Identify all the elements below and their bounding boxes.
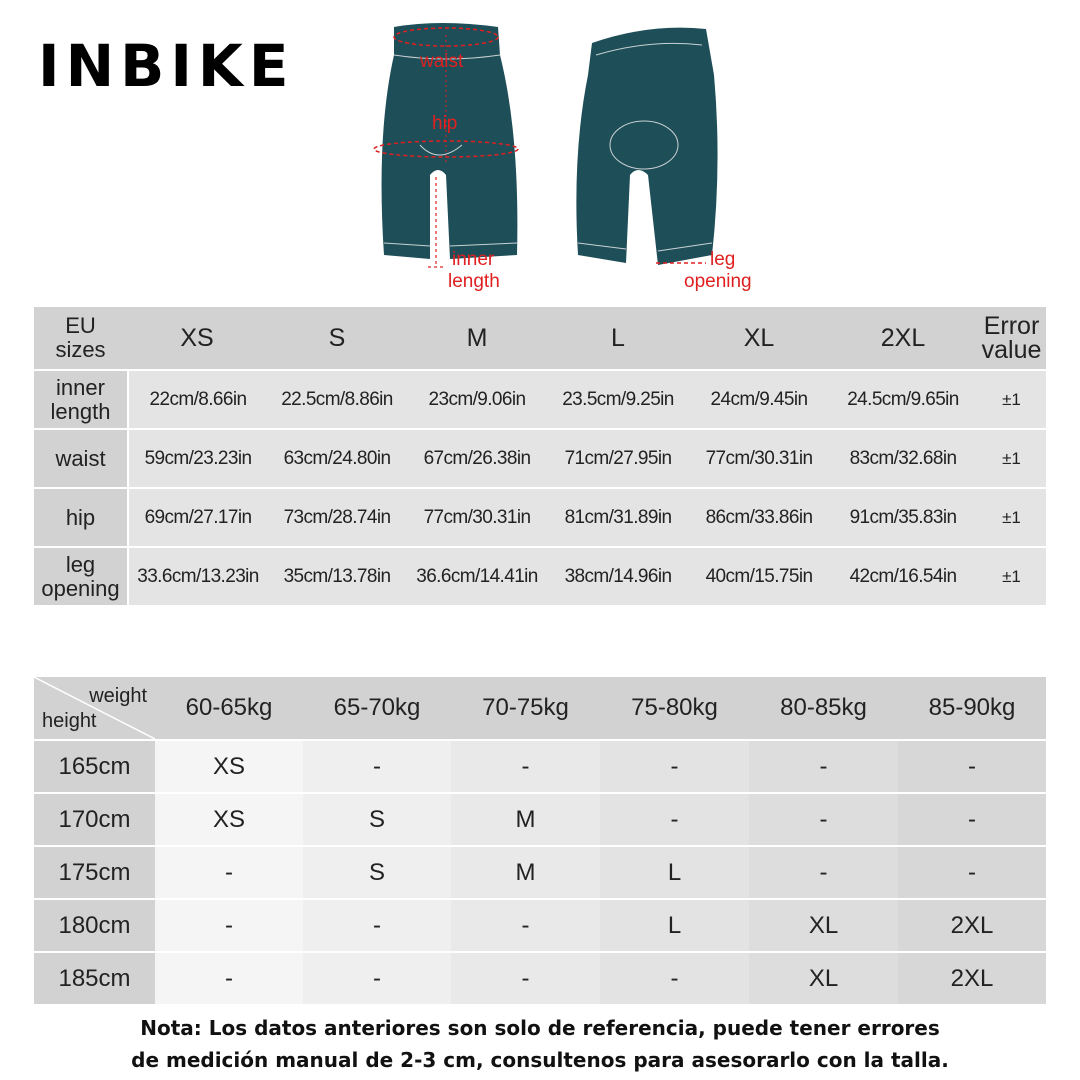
table-cell: 33.6cm/13.23in [127,548,267,605]
table-cell: 24.5cm/9.65in [829,371,977,428]
error-value-cell: ±1 [977,548,1046,605]
size-cell: 2XL [898,951,1046,1004]
size-row-hip [34,489,1046,546]
inner-length-label-line1: inner [452,249,495,270]
size-cell: - [155,951,303,1004]
disclaimer-note [0,1012,1080,1076]
size-cell: - [749,845,898,898]
weight-header: 75-80kg [600,677,749,739]
fit-row-185cm [34,951,1046,1004]
size-cell: - [600,951,749,1004]
table-cell: 86cm/33.86in [689,489,829,546]
eu-sizes-header-line1: EU [65,313,96,338]
weight-header: 70-75kg [451,677,600,739]
size-header-xl: XL [689,307,829,369]
row-label-hip: hip [34,489,127,546]
fit-row-180cm [34,898,1046,951]
brand-logo: INBIKE [38,32,295,100]
size-cell: - [749,792,898,845]
table-cell: 71cm/27.95in [547,430,689,487]
inner-length-label-line2: length [448,271,500,292]
table-cell: 38cm/14.96in [547,548,689,605]
table-cell: 36.6cm/14.41in [407,548,547,605]
size-cell: XL [749,951,898,1004]
size-cell: - [898,845,1046,898]
size-cell: XS [155,792,303,845]
eu-sizes-header [34,307,127,369]
leg-opening-label-line2: opening [684,271,752,292]
weight-header: 85-90kg [898,677,1046,739]
error-value-cell: ±1 [977,430,1046,487]
weight-header: 80-85kg [749,677,898,739]
size-row-leg-opening [34,548,1046,605]
size-cell: - [898,792,1046,845]
shorts-measurement-diagram [360,15,780,295]
size-cell: - [155,898,303,951]
table-cell: 67cm/26.38in [407,430,547,487]
size-cell: S [303,845,451,898]
table-cell: 23cm/9.06in [407,371,547,428]
shorts-back-view [576,28,751,292]
size-header-m: M [407,307,547,369]
row-label-line1: inner [56,374,105,400]
weight-header: 65-70kg [303,677,451,739]
table-cell: 81cm/31.89in [547,489,689,546]
height-row-label: 175cm [34,845,155,898]
size-header-l: L [547,307,689,369]
error-value-header-line1: Error [983,312,1040,340]
size-cell: - [600,792,749,845]
size-cell: - [451,898,600,951]
height-row-label: 165cm [34,739,155,792]
note-line1: Nota: Los datos anteriores son solo de referencia, puede tener errores [140,1016,940,1040]
height-row-label: 185cm [34,951,155,1004]
height-weight-fit-table [34,677,1046,1004]
height-weight-corner [34,677,155,739]
fit-table-header-row [34,677,1046,739]
waist-label: waist [420,51,464,72]
size-row-waist [34,430,1046,487]
table-cell: 69cm/27.17in [127,489,267,546]
error-value-cell: ±1 [977,371,1046,428]
table-cell: 77cm/30.31in [407,489,547,546]
size-cell: - [600,739,749,792]
size-row-inner-length [34,371,1046,428]
size-cell: - [451,739,600,792]
fit-row-165cm [34,739,1046,792]
row-label-leg-opening [34,548,127,605]
error-value-header-line2: value [981,336,1042,364]
height-row-label: 180cm [34,898,155,951]
size-cell: - [303,739,451,792]
height-row-label: 170cm [34,792,155,845]
size-chart-table [34,305,1046,607]
row-label-line1: leg [65,551,96,577]
table-cell: 35cm/13.78in [267,548,407,605]
size-cell: XS [155,739,303,792]
table-cell: 63cm/24.80in [267,430,407,487]
weight-axis-label: weight [89,685,147,707]
error-value-header [977,307,1046,369]
table-cell: 59cm/23.23in [127,430,267,487]
table-cell: 24cm/9.45in [689,371,829,428]
size-header-2xl: 2XL [829,307,977,369]
size-cell: L [600,898,749,951]
weight-header: 60-65kg [155,677,303,739]
note-line2: de medición manual de 2-3 cm, consultenos para asesorarlo con la talla. [131,1048,949,1072]
size-cell: - [155,845,303,898]
size-cell: - [749,739,898,792]
size-table-header-row [34,307,1046,369]
height-axis-label: height [42,710,97,732]
size-cell: - [898,739,1046,792]
size-cell: M [451,792,600,845]
eu-sizes-header-line2: sizes [55,337,106,362]
row-label-inner-length [34,371,127,428]
row-label-waist: waist [34,430,127,487]
size-cell: M [451,845,600,898]
size-header-xs: XS [127,307,267,369]
table-cell: 83cm/32.68in [829,430,977,487]
size-cell: - [451,951,600,1004]
table-cell: 22.5cm/8.86in [267,371,407,428]
size-cell: 2XL [898,898,1046,951]
table-cell: 22cm/8.66in [127,371,267,428]
error-value-cell: ±1 [977,489,1046,546]
table-cell: 73cm/28.74in [267,489,407,546]
size-header-s: S [267,307,407,369]
table-cell: 23.5cm/9.25in [547,371,689,428]
size-cell: S [303,792,451,845]
fit-row-175cm [34,845,1046,898]
size-cell: L [600,845,749,898]
size-cell: - [303,898,451,951]
table-cell: 77cm/30.31in [689,430,829,487]
size-cell: XL [749,898,898,951]
row-label-line2: length [50,398,111,424]
table-cell: 40cm/15.75in [689,548,829,605]
size-cell: - [303,951,451,1004]
hip-label: hip [432,113,458,134]
table-cell: 42cm/16.54in [829,548,977,605]
table-cell: 91cm/35.83in [829,489,977,546]
row-label-line2: opening [41,575,120,601]
shorts-front-view [374,23,518,292]
leg-opening-label-line1: leg [710,249,736,270]
fit-row-170cm [34,792,1046,845]
